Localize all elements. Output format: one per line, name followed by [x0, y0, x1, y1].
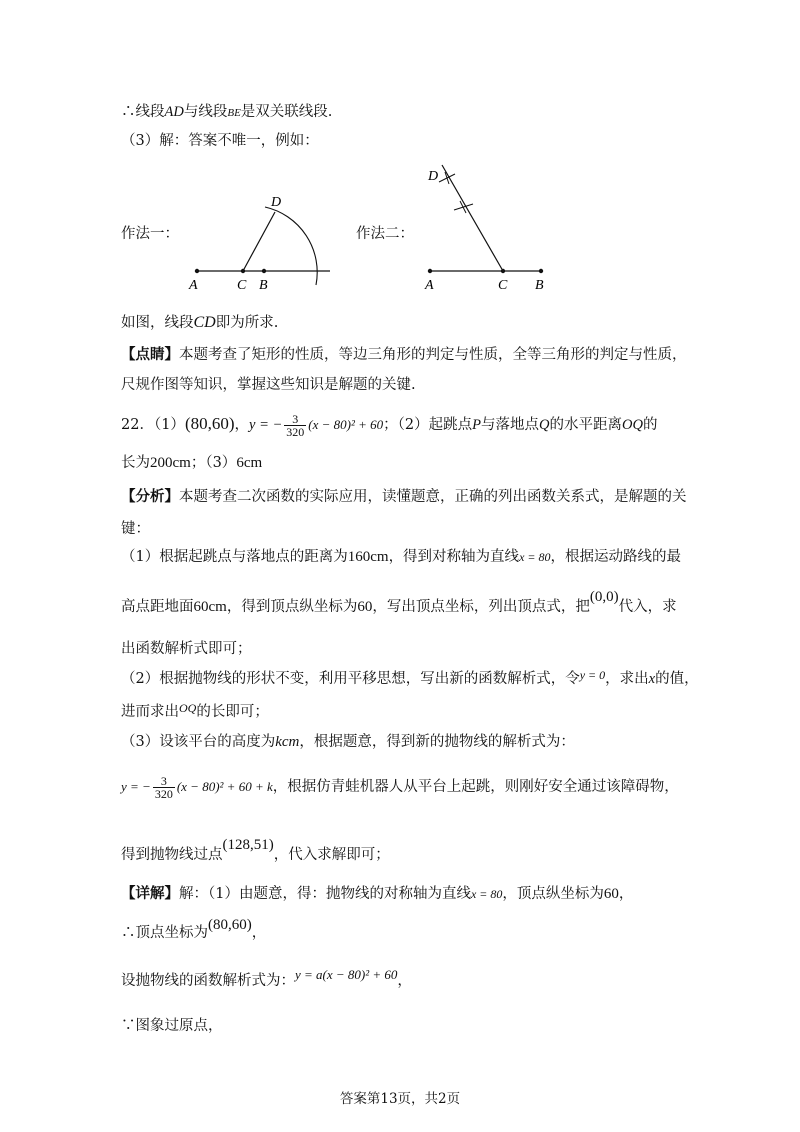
figure-method-1	[180, 188, 340, 298]
compass-arc	[265, 207, 317, 285]
method2-label: 作法二：	[356, 226, 414, 242]
comment-line-2: 尺规作图等知识，掌握这些知识是解题的关键.	[121, 377, 416, 393]
segment-cd	[442, 165, 503, 271]
figure-method-2	[415, 160, 565, 300]
comment-line-1: 【点睛】本题考查了矩形的性质，等边三角形的判定与性质，全等三角形的判定与性质，	[121, 346, 687, 363]
detail-line-4: ∵图象过原点，	[121, 1018, 223, 1034]
figure-caption: 如图，线段CD即为所求.	[121, 314, 279, 331]
point-a	[428, 269, 432, 273]
analysis-step-1b: 高点距地面60cm，得到顶点纵坐标为60，写出顶点坐标，列出顶点式，把(0,0)代入，求	[121, 589, 677, 615]
analysis-tag: 【分析】	[121, 488, 179, 505]
conclusion-line: ∴线段AD与线段BE是双关联线段.	[121, 104, 333, 120]
analysis-step-3-eq: y = − $\frac{3}{320}$ (x − 80)² + 60 + k，根据仿青蛙机器人从平台上起跳，则刚好安全通过该障碍物，	[121, 773, 679, 801]
label-b: B	[535, 278, 544, 293]
part3-intro: （3）解：答案不唯一，例如：	[121, 133, 319, 149]
detail-line-3: 设抛物线的函数解析式为：y = a(x − 80)² + 60，	[121, 967, 412, 989]
segment-cd-label: CD	[193, 314, 216, 331]
analysis-step-1: （1）根据起跳点与落地点的距离为160cm，得到对称轴为直线x = 80，根据运动路线的最	[121, 549, 681, 565]
segment-cd	[243, 212, 275, 271]
analysis-step-3b: 得到抛物线过点(128,51)，代入求解即可；	[121, 837, 390, 863]
label-a: A	[425, 278, 434, 293]
analysis-step-1c: 出函数解析式即可；	[121, 641, 252, 657]
analysis-step-2: （2）根据抛物线的形状不变，利用平移思想，写出新的函数解析式，令$^{y = 0}$，求出x的值，	[121, 668, 699, 687]
question-number: 22．	[121, 417, 154, 433]
analysis-step-2b: 进而求出$^{OQ}$的长即可；	[121, 701, 269, 720]
label-d: D	[271, 195, 282, 210]
vertex-coords: (80,60)	[184, 414, 235, 433]
fraction: $\frac{3}{320}$	[154, 773, 173, 801]
segment-ad: AD	[164, 104, 184, 120]
point-a	[195, 269, 199, 273]
analysis-step-3: （3）设该平台的高度为kcm，根据题意，得到新的抛物线的解析式为：	[121, 734, 575, 750]
q22-line-2: 长为200cm；（3）6cm	[121, 455, 263, 471]
method1-label: 作法一：	[121, 226, 179, 242]
fraction: $\frac{3}{320}$	[286, 411, 305, 439]
page-footer: 答案第13页，共2页	[339, 1091, 461, 1107]
label-b: B	[259, 278, 268, 293]
point-b	[539, 269, 543, 273]
label-c: C	[237, 278, 247, 293]
detail-line-1: 【详解】解：（1）由题意，得：抛物线的对称轴为直线x = 80，顶点纵坐标为60，	[121, 885, 634, 902]
label-a: A	[189, 278, 198, 293]
q22-line-1: 22．（1）(80,60)，y = − $\frac{3}{320}$ (x − 80)² + 60；（2）起跳点P与落地点Q的水平距离OQ的	[121, 411, 658, 439]
detail-line-2: ∴顶点坐标为(80,60)，	[121, 917, 267, 941]
label-d: D	[428, 169, 439, 184]
comment-tag: 【点睛】	[121, 346, 179, 363]
analysis-line-1: 【分析】本题考查二次函数的实际应用，读懂题意，正确的列出函数关系式，是解题的关	[121, 488, 687, 505]
detail-tag: 【详解】	[121, 885, 179, 902]
label-c: C	[498, 278, 508, 293]
analysis-line-2: 键：	[121, 521, 150, 537]
point-b	[262, 269, 266, 273]
segment-be: BE	[227, 107, 241, 119]
